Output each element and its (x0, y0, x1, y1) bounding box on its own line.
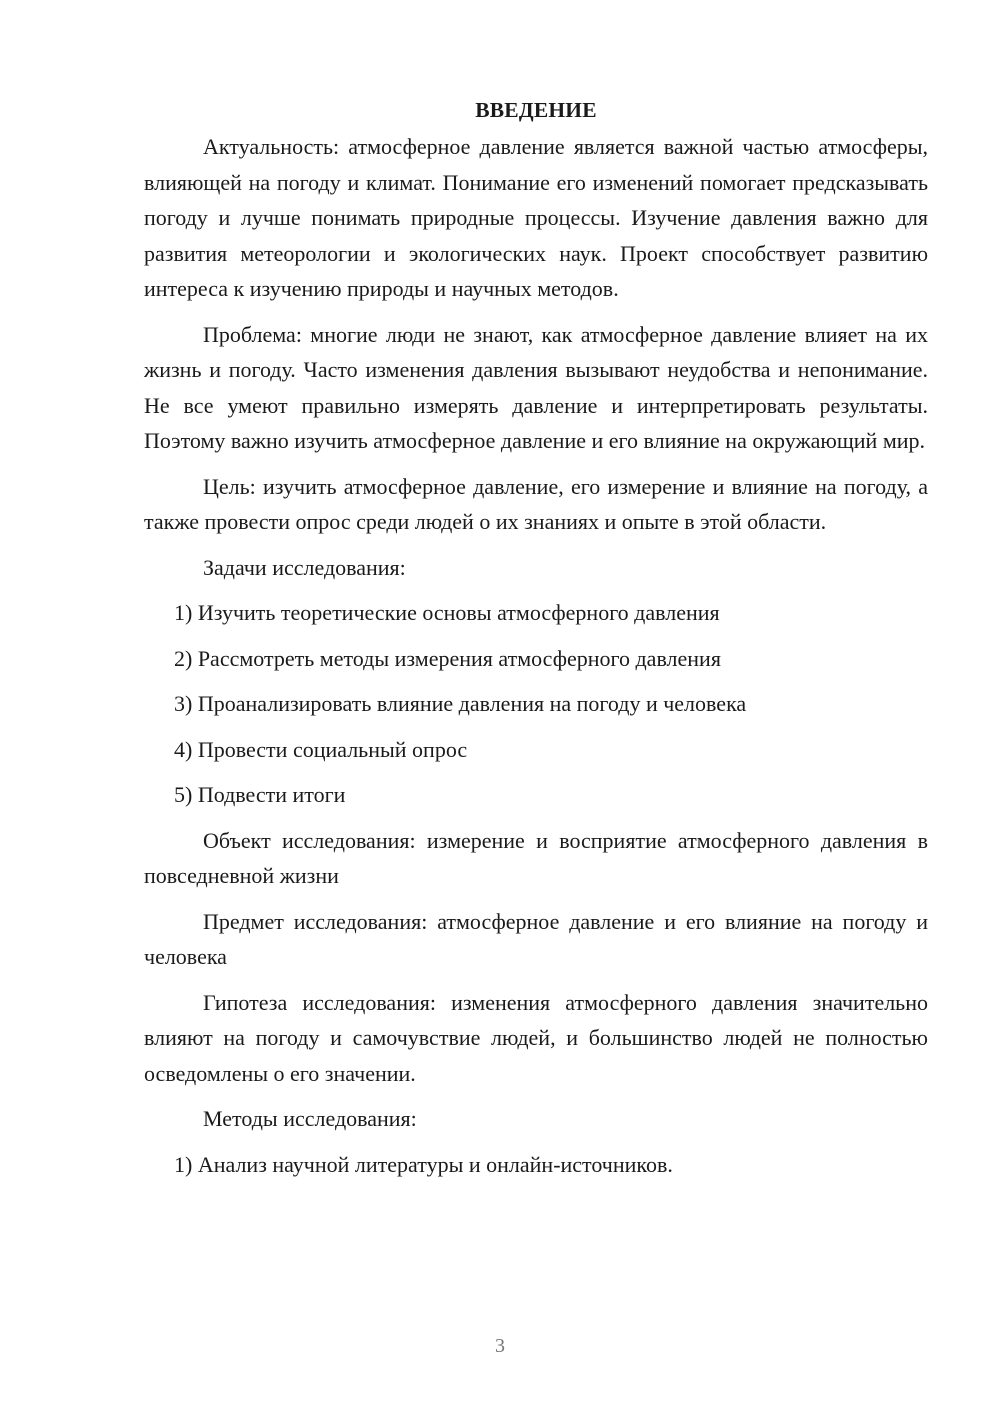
problem-paragraph: Проблема: многие люди не знают, как атмосферное давление влияет на их жизнь и погоду. Часто изменения давления вызывают неудобства и непонимание. Не все умеют правильно измерять давление и интерпретировать результаты. Поэтому важно изучить атмосферное давление и его влияние на окружающий мир. (144, 321, 928, 453)
section-heading: ВВЕДЕНИЕ (475, 98, 597, 122)
goal-paragraph: Цель: изучить атмосферное давление, его измерение и влияние на погоду, а также провести опрос среди людей о их знаниях и опыте в этой области. (144, 473, 928, 534)
subject-paragraph: Предмет исследования: атмосферное давление и его влияние на погоду и человека (144, 908, 928, 969)
page-content (144, 92, 928, 1192)
hypothesis-paragraph: Гипотеза исследования: изменения атмосферного давления значительно влияют на погоду и самочувствие людей, и большинство людей не полностью осведомлены о его значении. (144, 989, 928, 1086)
task-item: 4) Провести социальный опрос (174, 736, 468, 762)
task-item: 5) Подвести итоги (174, 782, 346, 807)
task-item: 1) Изучить теоретические основы атмосферного давления (174, 600, 720, 625)
relevance-paragraph: Актуальность: атмосферное давление является важной частью атмосферы, влияющей на погоду и климат. Понимание его изменений помогает предсказывать погоду и лучше понимать природные процессы. Изучение давления важно для развития метеорологии и экологических наук. Проект способствует развитию интереса к изучению природы и научных методов. (144, 134, 928, 301)
object-paragraph: Объект исследования: измерение и восприятие атмосферного давления в повседневной жизни (144, 827, 928, 888)
task-item: 2) Рассмотреть методы измерения атмосферного давления (174, 645, 721, 671)
task-item: 3) Проанализировать влияние давления на погоду и человека (174, 691, 747, 716)
page-number: 3 (495, 1335, 505, 1357)
tasks-title: Задачи исследования: (203, 554, 406, 580)
method-item: 1) Анализ научной литературы и онлайн-источников. (174, 1151, 673, 1177)
methods-title: Методы исследования: (203, 1106, 417, 1131)
